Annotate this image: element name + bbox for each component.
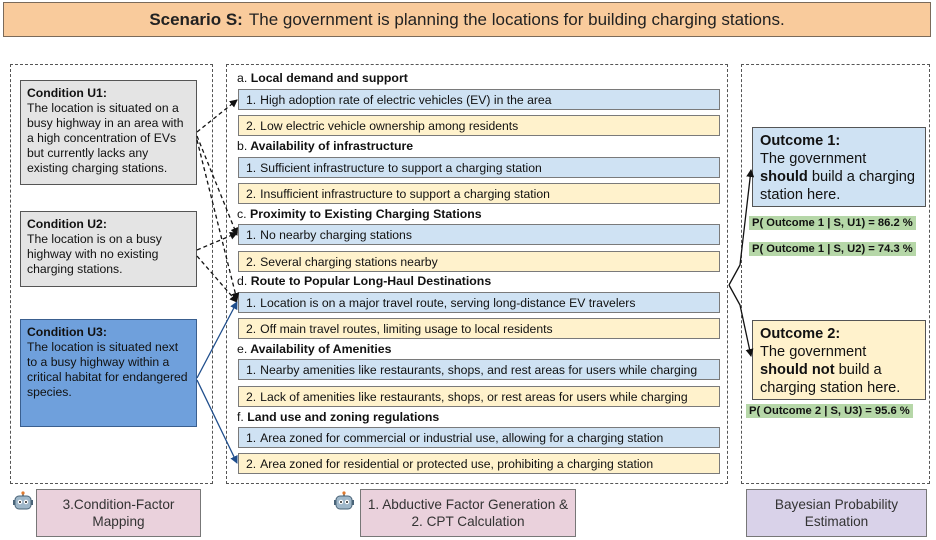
factor-b-option-2: 2. Insufficient infrastructure to support a charging station [238, 183, 720, 204]
factor-e-option-2: 2. Lack of amenities like restaurants, shops, or rest areas for users while charging [238, 386, 720, 407]
condition-text: The location is on a busy highway with no existing charging stations. [27, 232, 162, 276]
factor-f-option-1: 1. Area zoned for commercial or industrial use, allowing for a charging station [238, 427, 720, 448]
outcome-2-box: Outcome 2: The government should not build a charging station here. [752, 320, 926, 400]
factor-f-option-2: 2. Area zoned for residential or protected use, prohibiting a charging station [238, 453, 720, 474]
factor-d-title: d. Route to Popular Long-Haul Destinations [237, 274, 492, 288]
robot-icon [333, 491, 355, 513]
factor-b-title: b. Availability of infrastructure [237, 139, 414, 153]
probability-u3: P( Outcome 2 | S, U3) = 95.6 % [746, 404, 913, 418]
outcome-title: Outcome 2: [760, 326, 841, 342]
condition-title: Condition U1: [27, 86, 107, 100]
condition-text: The location is situated next to a busy highway within a critical habitat for endangered species. [27, 340, 188, 399]
factor-a-option-1: 1. High adoption rate of electric vehicles (EV) in the area [238, 89, 720, 110]
scenario-label: Scenario S: [149, 9, 243, 29]
factor-a-title: a. Local demand and support [237, 71, 408, 85]
condition-u1-box [20, 80, 197, 185]
robot-icon [12, 491, 34, 513]
factor-c-option-2: 2. Several charging stations nearby [238, 251, 720, 272]
condition-text: The location is situated on a busy highway in an area with a high concentration of EVs but currently lacks any existing charging stations. [27, 101, 184, 175]
scenario-text: The government is planning the locations for building charging stations. [248, 9, 785, 29]
factor-e-title: e. Availability of Amenities [237, 342, 392, 356]
factor-d-option-2: 2. Off main travel routes, limiting usage to local residents [238, 318, 720, 339]
factor-b-option-1: 1. Sufficient infrastructure to support a charging station [238, 157, 720, 178]
factor-d-option-1: 1. Location is on a major travel route, serving long-distance EV travelers [238, 292, 720, 313]
factor-f-title: f. Land use and zoning regulations [237, 410, 440, 424]
stage-condition-factor-mapping: 3.Condition-Factor Mapping [36, 489, 201, 537]
factor-c-title: c. Proximity to Existing Charging Stations [237, 207, 482, 221]
factor-c-option-1: 1. No nearby charging stations [238, 224, 720, 245]
condition-u3-box [20, 319, 197, 427]
stage-factor-generation-cpt: 1. Abductive Factor Generation & 2. CPT Calculation [360, 489, 576, 537]
factor-a-option-2: 2. Low electric vehicle ownership among residents [238, 115, 720, 136]
factor-e-option-1: 1. Nearby amenities like restaurants, shops, and rest areas for users while charging [238, 359, 720, 380]
scenario-banner [3, 2, 931, 37]
probability-u2: P( Outcome 1 | S, U2) = 74.3 % [749, 242, 916, 256]
condition-u2-box [20, 211, 197, 287]
condition-title: Condition U2: [27, 217, 107, 231]
condition-title: Condition U3: [27, 325, 107, 339]
outcome-1-box: Outcome 1: The government should build a charging station here. [752, 127, 926, 207]
probability-u1: P( Outcome 1 | S, U1) = 86.2 % [749, 216, 916, 230]
outcome-title: Outcome 1: [760, 133, 841, 149]
stage-bayesian-estimation: Bayesian Probability Estimation [746, 489, 927, 537]
